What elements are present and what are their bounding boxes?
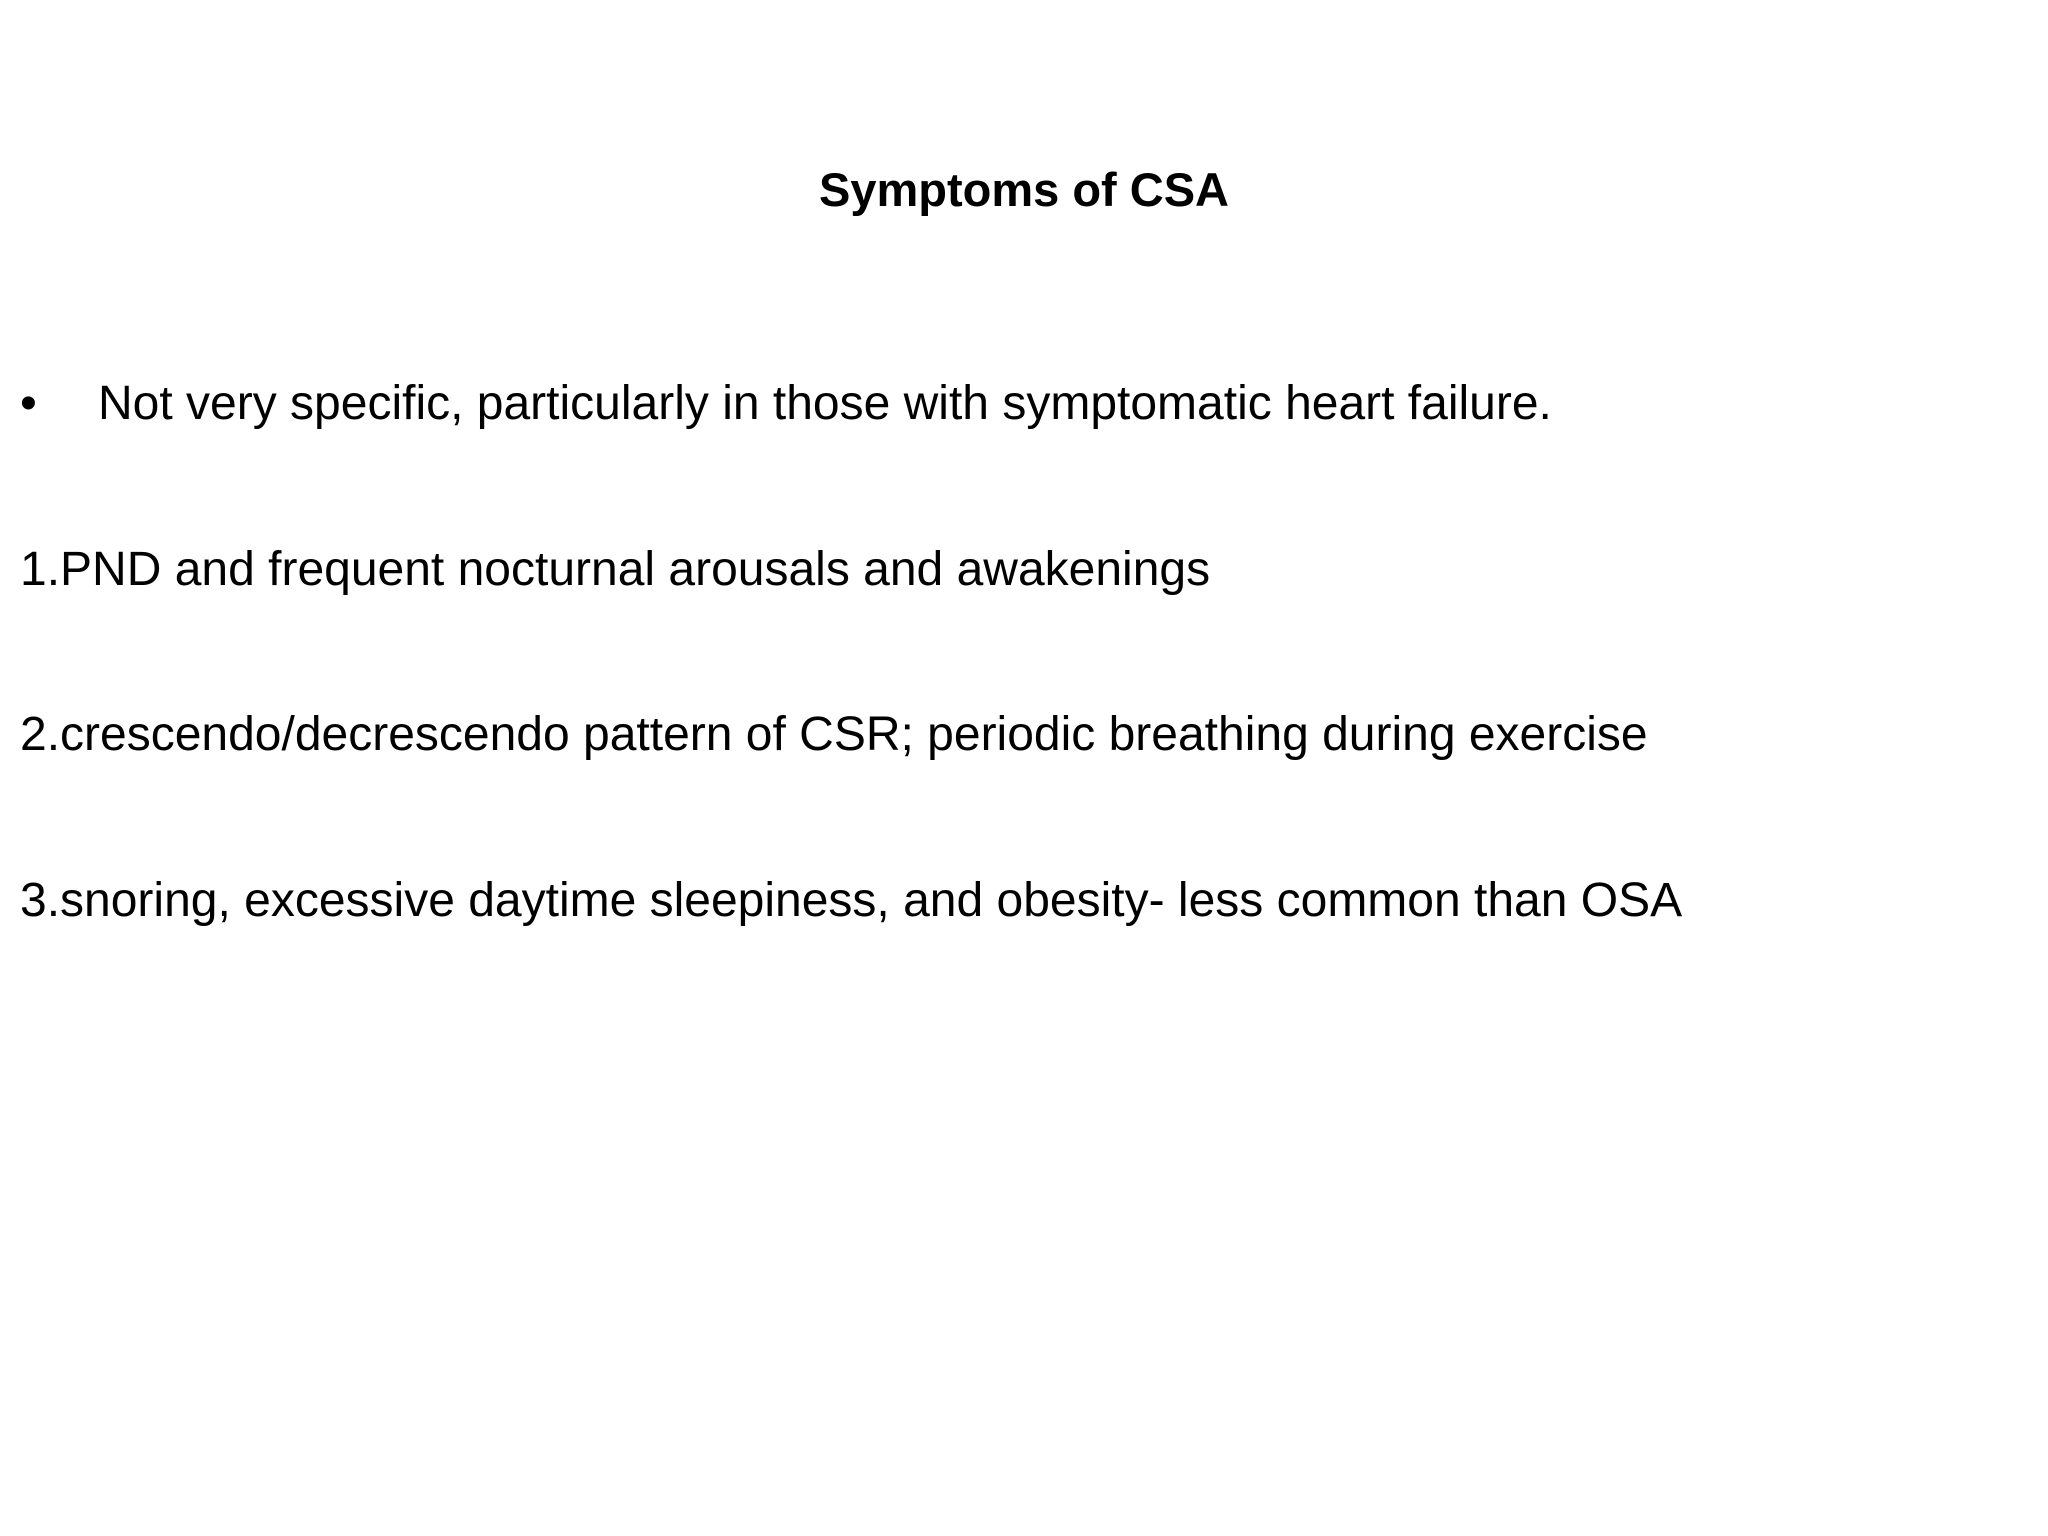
slide-title: Symptoms of CSA (819, 163, 1229, 216)
list-item-1: 1.PND and frequent nocturnal arousals and awakenings (20, 543, 1211, 596)
bullet-point (20, 374, 1552, 434)
list-item-2: 2.crescendo/decrescendo pattern of CSR; periodic breathing during exercise (20, 708, 1648, 761)
bullet-marker: • (20, 377, 37, 430)
list-item-3: 3.snoring, excessive daytime sleepiness, and obesity- less common than OSA (20, 874, 1683, 927)
bullet-text: Not very specific, particularly in those with symptomatic heart failure. (98, 377, 1552, 430)
